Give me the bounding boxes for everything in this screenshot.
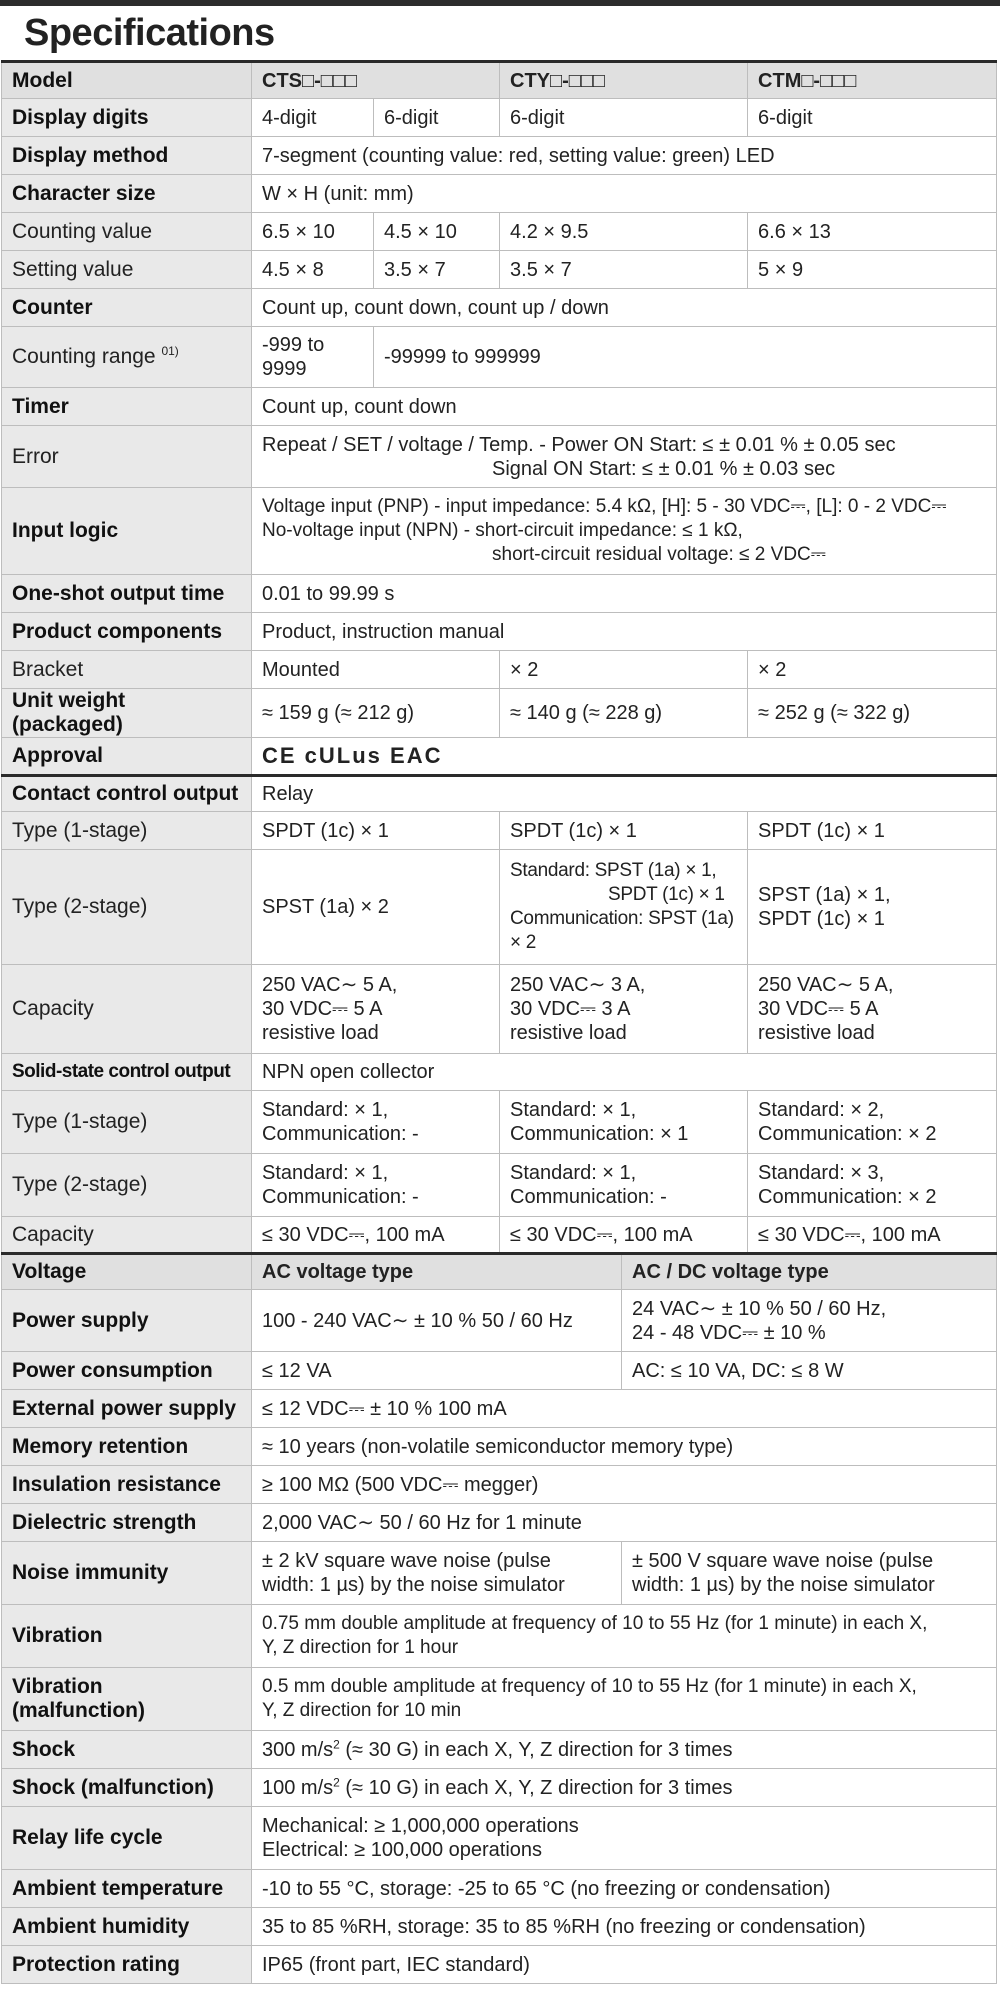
row-label: Setting value [2,251,252,289]
row-label [2,327,252,388]
cell: ≤ 30 VDC⎓, 100 mA [748,1217,997,1254]
row-setting-value [2,251,997,289]
cell: 6.5 × 10 [252,213,374,251]
specifications-table [1,60,997,1984]
cell: ≥ 100 MΩ (500 VDC⎓ megger) [252,1466,997,1504]
cell: Count up, count down, count up / down [252,289,997,327]
row-contact-type2 [2,850,997,965]
row-shock-malfunction [2,1769,997,1807]
row-label: Insulation resistance [2,1466,252,1504]
cell: Mounted [252,651,500,689]
line: short-circuit residual voltage: ≤ 2 VDC⎓ [492,544,826,565]
cell [500,1091,748,1154]
row-character-size [2,175,997,213]
text: (≈ 10 G) in each X, Y, Z direction for 3 times [339,1776,733,1799]
cell: 3.5 × 7 [500,251,748,289]
cell [252,965,500,1054]
row-label: Type (1-stage) [2,812,252,850]
row-model [2,62,997,99]
line: ± 500 V square wave noise (pulse [632,1550,934,1572]
cell [252,1668,997,1731]
line: width: 1 µs) by the noise simulator [632,1574,935,1596]
row-ss-type2 [2,1154,997,1217]
cell: IP65 (front part, IEC standard) [252,1946,997,1984]
row-label: External power supply [2,1390,252,1428]
row-timer [2,388,997,426]
cell: 100 - 240 VAC∼ ± 10 % 50 / 60 Hz [252,1290,622,1352]
row-label: Counter [2,289,252,327]
cell: 2,000 VAC∼ 50 / 60 Hz for 1 minute [252,1504,997,1542]
cell [252,488,997,575]
line: ± 2 kV square wave noise (pulse [262,1550,551,1572]
line: × 2 [510,932,537,953]
cell [500,1154,748,1217]
row-ss-output [2,1054,997,1091]
cell: 4.2 × 9.5 [500,213,748,251]
row-counting-range [2,327,997,388]
row-label: Solid-state control output [2,1054,252,1091]
line: 9999 [262,358,307,380]
line: Communication: SPST (1a) [510,908,734,929]
cell: SPDT (1c) × 1 [252,812,500,850]
cell: AC voltage type [252,1254,622,1290]
row-product-components [2,613,997,651]
model-ctm: CTM□-□□□ [748,62,997,99]
row-label: Display method [2,137,252,175]
cell [252,1769,997,1807]
row-one-shot [2,575,997,613]
cell: ≈ 10 years (non-volatile semiconductor memory type) [252,1428,997,1466]
cell [748,965,997,1054]
cell: 6-digit [500,99,748,137]
cell: ≈ 140 g (≈ 228 g) [500,689,748,738]
line: 30 VDC⎓ 5 A [758,998,879,1020]
line: Standard: × 2, [758,1099,885,1121]
row-vibration-malfunction [2,1668,997,1731]
row-label: Shock [2,1731,252,1769]
row-label: Capacity [2,1217,252,1254]
approval-marks [252,738,997,776]
row-label: Unit weight (packaged) [2,689,252,738]
cell: W × H (unit: mm) [252,175,997,213]
cell [500,965,748,1054]
cell: Product, instruction manual [252,613,997,651]
cell: 0.01 to 99.99 s [252,575,997,613]
line: No-voltage input (NPN) - short-circuit impedance: ≤ 1 kΩ, [262,520,743,541]
row-power-supply [2,1290,997,1352]
line: Communication: - [262,1123,419,1145]
row-label: Type (2-stage) [2,1154,252,1217]
cell [748,1091,997,1154]
line: Mechanical: ≥ 1,000,000 operations [262,1815,579,1837]
line: Communication: - [262,1186,419,1208]
cell: NPN open collector [252,1054,997,1091]
line: 0.5 mm double amplitude at frequency of 10 to 55 Hz (for 1 minute) in each X, [262,1676,917,1697]
text: 100 m/s [262,1776,334,1799]
cell [622,1290,997,1352]
row-label: Counting value [2,213,252,251]
cell [500,850,748,965]
line: 24 VAC∼ ± 10 % 50 / 60 Hz, [632,1297,887,1320]
line: 0.75 mm double amplitude at frequency of 10 to 55 Hz (for 1 minute) in each X, [262,1613,928,1634]
row-label: Vibration [2,1605,252,1668]
row-label: Ambient temperature [2,1870,252,1908]
line: (malfunction) [12,1699,145,1722]
row-label: Type (1-stage) [2,1091,252,1154]
cell [252,1091,500,1154]
line: resistive load [758,1022,875,1044]
cell: Count up, count down [252,388,997,426]
cell: 7-segment (counting value: red, setting value: green) LED [252,137,997,175]
line: SPDT (1c) × 1 [758,908,885,930]
cell: -99999 to 999999 [374,327,997,388]
cell [748,850,997,965]
line: -999 to [262,334,325,356]
model-cts: CTS□-□□□ [252,62,500,99]
cell [748,1154,997,1217]
cell: AC / DC voltage type [622,1254,997,1290]
row-vibration [2,1605,997,1668]
row-label: Relay life cycle [2,1807,252,1870]
cell: ≤ 30 VDC⎓, 100 mA [252,1217,500,1254]
row-approval [2,738,997,776]
line: Y, Z direction for 1 hour [262,1637,459,1658]
line: 30 VDC⎓ 3 A [510,998,631,1020]
row-label: One-shot output time [2,575,252,613]
cell [252,1731,997,1769]
row-label: Contact control output [2,776,252,812]
cell: ≈ 252 g (≈ 322 g) [748,689,997,738]
row-display-digits [2,99,997,137]
cell: × 2 [500,651,748,689]
line: Electrical: ≥ 100,000 operations [262,1839,543,1861]
cell: 4.5 × 8 [252,251,374,289]
text: (≈ 30 G) in each X, Y, Z direction for 3 times [339,1738,733,1761]
row-contact-capacity [2,965,997,1054]
line: 24 - 48 VDC⎓ ± 10 % [632,1321,826,1344]
cell: SPDT (1c) × 1 [500,812,748,850]
row-unit-weight [2,689,997,738]
cell: ≤ 30 VDC⎓, 100 mA [500,1217,748,1254]
row-shock [2,1731,997,1769]
row-label [2,1668,252,1731]
row-input-logic [2,488,997,575]
row-power-consumption [2,1352,997,1390]
cell: × 2 [748,651,997,689]
row-label: Shock (malfunction) [2,1769,252,1807]
cell: 6.6 × 13 [748,213,997,251]
cell: 5 × 9 [748,251,997,289]
line: Communication: × 2 [758,1186,937,1208]
certification-marks: CE cULus EAC [262,742,443,768]
line: 250 VAC∼ 5 A, [262,974,398,996]
cell [252,1605,997,1668]
line: Voltage input (PNP) - input impedance: 5.4 kΩ, [H]: 5 - 30 VDC⎓, [L]: 0 - 2 VDC⎓ [262,496,947,517]
row-ambient-humidity [2,1908,997,1946]
cell: ≤ 12 VDC⎓ ± 10 % 100 mA [252,1390,997,1428]
row-display-method [2,137,997,175]
line: Communication: × 2 [758,1123,937,1145]
cell: 6-digit [748,99,997,137]
text: 300 m/s [262,1738,334,1761]
line: Standard: × 3, [758,1162,885,1184]
row-ss-capacity [2,1217,997,1254]
row-label: Type (2-stage) [2,850,252,965]
cell: 3.5 × 7 [374,251,500,289]
row-counter [2,289,997,327]
row-label: Ambient humidity [2,1908,252,1946]
row-label: Timer [2,388,252,426]
line: 30 VDC⎓ 5 A [262,998,383,1020]
row-contact-type1 [2,812,997,850]
row-error [2,426,997,488]
cell: 4.5 × 10 [374,213,500,251]
cell: 6-digit [374,99,500,137]
row-label: Dielectric strength [2,1504,252,1542]
row-label: Power supply [2,1290,252,1352]
cell: SPDT (1c) × 1 [748,812,997,850]
cell: -10 to 55 °C, storage: -25 to 65 °C (no freezing or condensation) [252,1870,997,1908]
row-label: Product components [2,613,252,651]
row-counting-value [2,213,997,251]
row-relay-life [2,1807,997,1870]
cell [252,1807,997,1870]
model-cty: CTY□-□□□ [500,62,748,99]
line: width: 1 µs) by the noise simulator [262,1574,565,1596]
line: Repeat / SET / voltage / Temp. - Power ON Start: ≤ ± 0.01 % ± 0.05 sec [262,433,896,456]
row-label: Capacity [2,965,252,1054]
line: Standard: × 1, [510,1162,637,1184]
line: resistive load [262,1022,379,1044]
cell: ≈ 159 g (≈ 212 g) [252,689,500,738]
cell: AC: ≤ 10 VA, DC: ≤ 8 W [622,1352,997,1390]
page-title: Specifications [24,12,275,54]
row-voltage [2,1254,997,1290]
row-dielectric [2,1504,997,1542]
row-label: Approval [2,738,252,776]
row-label: Voltage [2,1254,252,1290]
row-label: Power consumption [2,1352,252,1390]
line: Communication: - [510,1186,667,1208]
cell: Relay [252,776,997,812]
superscript: 2 [333,1774,340,1789]
cell [622,1542,997,1605]
row-bracket [2,651,997,689]
row-protection-rating [2,1946,997,1984]
row-label: Protection rating [2,1946,252,1984]
line: 250 VAC∼ 3 A, [510,974,646,996]
line: Signal ON Start: ≤ ± 0.01 % ± 0.03 sec [492,457,836,480]
line: SPDT (1c) × 1 [608,884,725,905]
line: Standard: × 1, [510,1099,637,1121]
row-memory [2,1428,997,1466]
label-text: Counting range [12,345,156,368]
row-label: Display digits [2,99,252,137]
row-label: Input logic [2,488,252,575]
row-noise [2,1542,997,1605]
row-label: Character size [2,175,252,213]
line: resistive load [510,1022,627,1044]
cell: 35 to 85 %RH, storage: 35 to 85 %RH (no freezing or condensation) [252,1908,997,1946]
row-label: Error [2,426,252,488]
row-ambient-temperature [2,1870,997,1908]
cell: 4-digit [252,99,374,137]
cell [252,1542,622,1605]
line: Standard: × 1, [262,1099,389,1121]
cell [252,426,997,488]
line: Vibration [12,1675,103,1698]
cell [252,327,374,388]
cell: ≤ 12 VA [252,1352,622,1390]
row-label: Bracket [2,651,252,689]
cell [252,1154,500,1217]
row-contact-output [2,776,997,812]
row-insulation [2,1466,997,1504]
line: SPST (1a) × 1, [758,884,891,906]
row-label: Memory retention [2,1428,252,1466]
row-label: Noise immunity [2,1542,252,1605]
line: Standard: × 1, [262,1162,389,1184]
superscript: 2 [333,1736,340,1751]
row-ss-type1 [2,1091,997,1154]
cell: SPST (1a) × 2 [252,850,500,965]
row-external-power [2,1390,997,1428]
line: Standard: SPST (1a) × 1, [510,860,717,881]
row-label: Model [2,62,252,99]
footnote-marker: 01) [161,344,179,358]
line: 250 VAC∼ 5 A, [758,974,894,996]
line: Communication: × 1 [510,1123,689,1145]
line: Y, Z direction for 10 min [262,1700,462,1721]
